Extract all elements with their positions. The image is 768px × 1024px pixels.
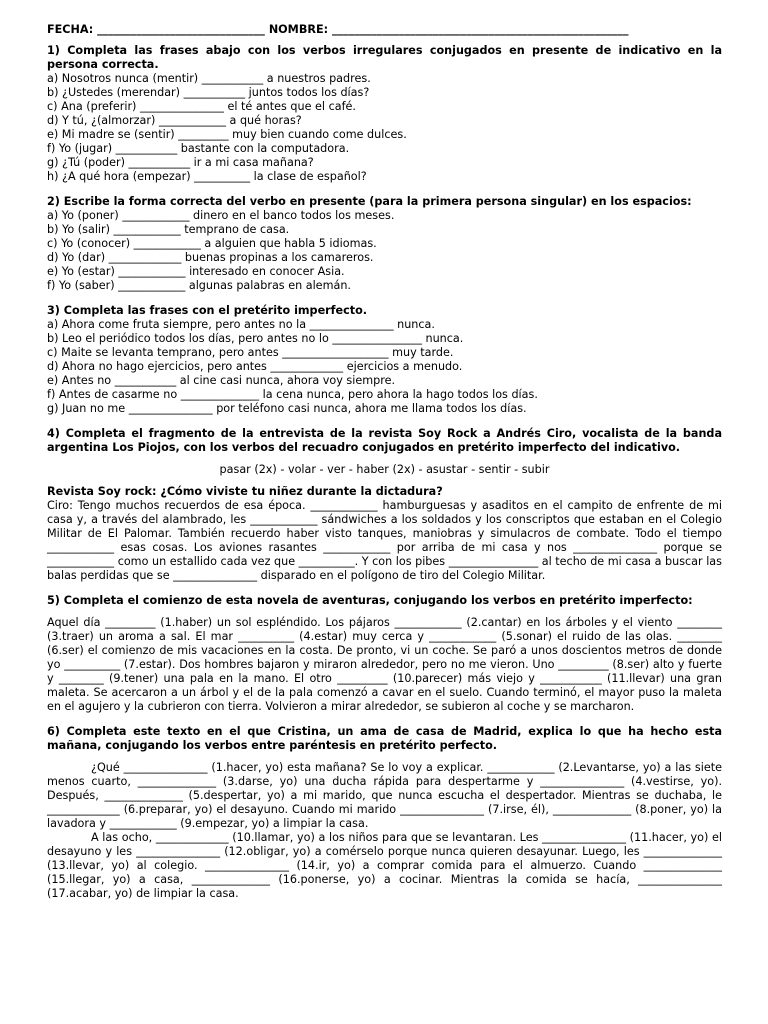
verb-box: pasar (2x) - volar - ver - haber (2x) - asustar - sentir - subir: [219, 463, 550, 476]
section-3-item-b: b) Leo el periódico todos los días, pero antes no lo ________________ nunca.: [47, 332, 464, 345]
cristina-paragraph-2: A las ocho, _____________ (10.llamar, yo) a los niños para que se levantaran. Les _______________ (11.hacer, yo) el desayuno y les _______________ (12.obligar, yo) a comérselo porque nunca quieren desayunar. Luego, les ______________ (13.llevar, yo) al colegio. _______________ (14.ir, yo) a comprar comida para el almuerzo. Cuando ______________ (15.llegar, yo) a casa, ______________ (16.ponerse, yo) a cocinar. Mientras la comida se hacía, _______________ (17.acabar, yo) de limpiar la casa.: [47, 831, 722, 900]
section-2-item-f: f) Yo (saber) ____________ algunas palabras en alemán.: [47, 279, 351, 292]
header: [47, 23, 722, 37]
section-1-item-h: h) ¿A qué hora (empezar) __________ la clase de español?: [47, 170, 367, 183]
section-4-title: 4) Completa el fragmento de la entrevista de la revista Soy Rock a Andrés Ciro, vocalista de la banda argentina Los Piojos, con los verbos del recuadro conjugados en pretérito imperfecto del indicativo.: [47, 427, 722, 454]
section-3-item-d: d) Ahora no hago ejercicios, pero antes _____________ ejercicios a menudo.: [47, 360, 463, 373]
section-1: [47, 44, 722, 184]
section-2-item-c: c) Yo (conocer) ____________ a alguien que habla 5 idiomas.: [47, 237, 377, 250]
section-5-title: 5) Completa el comienzo de esta novela de aventuras, conjugando los verbos en pretérito imperfecto:: [47, 594, 693, 607]
section-2-item-b: b) Yo (salir) ____________ temprano de casa.: [47, 223, 290, 236]
section-3-item-g: g) Juan no me _______________ por teléfono casi nunca, ahora me llama todos los días.: [47, 402, 527, 415]
fecha-field: FECHA: ______________________________: [47, 23, 265, 36]
novel-text: Aquel día _________ (1.haber) un sol espléndido. Los pájaros ____________ (2.cantar) en los árboles y el viento ________ (3.traer) un aroma a sal. El mar __________ (4.estar) muy cerca y ____________ (5.sonar) el ruido de las olas. ________ (6.ser) el comienzo de mis vacaciones en la costa. De pronto, vi un coche. Se paró a unos doscientos metros de donde yo __________ (7.estar). Dos hombres bajaron y miraron alrededor, pero no me vieron. Uno _________ (8.ser) alto y fuerte y ________ (9.tener) una pala en la mano. El otro _________ (10.parecer) más viejo y ___________ (11.llevar) una gran maleta. Se acercaron a un árbol y el de la pala comenzó a cavar en el suelo. Cuando terminó, el mayor puso la maleta en el agujero y la cubrieron con tierra. Volvieron a mirar alrededor, se subieron al coche y se marcharon.: [47, 616, 722, 713]
section-3-item-a: a) Ahora come fruta siempre, pero antes no la _______________ nunca.: [47, 318, 435, 331]
section-6-title: 6) Completa este texto en el que Cristina, un ama de casa de Madrid, explica lo que ha hecho esta mañana, conjugando los verbos entre paréntesis en pretérito perfecto.: [47, 725, 722, 752]
section-4: [47, 427, 722, 583]
interview-answer: Ciro: Tengo muchos recuerdos de esa época. ____________ hamburguesas y asaditos en el campito de enfrente de mi casa y, a través del alambrado, les ____________ sándwiches a los soldados y los conscriptos que estaban en el Colegio Militar de El Palomar. También recuerdo haber visto tanques, maniobras y simulacros de combate. Todo el tiempo ____________ esas cosas. Los aviones rasantes ____________ por arriba de mi casa y nos _______________ porque se ____________ como un estallido cada vez que __________. Y con los pibes ________________ al techo de mi casa a buscar las balas perdidas que se _______________ disparado en el polígono de tiro del Colegio Militar.: [47, 499, 722, 582]
section-1-item-d: d) Y tú, ¿(almorzar) ____________ a qué horas?: [47, 114, 302, 127]
section-6: [47, 725, 722, 901]
section-2-item-d: d) Yo (dar) _____________ buenas propinas a los camareros.: [47, 251, 374, 264]
section-3-item-c: c) Maite se levanta temprano, pero antes ___________________ muy tarde.: [47, 346, 454, 359]
section-2-title: 2) Escribe la forma correcta del verbo en presente (para la primera persona singular) en los espacios:: [47, 195, 692, 208]
nombre-field: NOMBRE: _____________________________________________________: [268, 23, 629, 36]
section-1-item-e: e) Mi madre se (sentir) _________ muy bien cuando come dulces.: [47, 128, 407, 141]
section-1-item-a: a) Nosotros nunca (mentir) ___________ a nuestros padres.: [47, 72, 371, 85]
section-1-title: 1) Completa las frases abajo con los verbos irregulares conjugados en presente de indicativo en la persona correcta.: [47, 44, 722, 71]
section-3: [47, 304, 722, 416]
interview-question: Revista Soy rock: ¿Cómo viviste tu niñez durante la dictadura?: [47, 485, 443, 498]
section-3-item-e: e) Antes no ___________ al cine casi nunca, ahora voy siempre.: [47, 374, 396, 387]
section-3-item-f: f) Antes de casarme no ______________ la cena nunca, pero ahora la hago todos los días.: [47, 388, 538, 401]
section-5: [47, 594, 722, 714]
section-2-item-a: a) Yo (poner) ____________ dinero en el banco todos los meses.: [47, 209, 395, 222]
section-1-item-b: b) ¿Ustedes (merendar) ___________ juntos todos los días?: [47, 86, 370, 99]
section-3-title: 3) Completa las frases con el pretérito imperfecto.: [47, 304, 368, 317]
section-1-item-g: g) ¿Tú (poder) ___________ ir a mi casa mañana?: [47, 156, 314, 169]
section-2: [47, 195, 722, 293]
section-1-item-c: c) Ana (preferir) _______________ el té antes que el café.: [47, 100, 356, 113]
section-2-item-e: e) Yo (estar) ____________ interesado en conocer Asia.: [47, 265, 345, 278]
worksheet: [47, 23, 722, 912]
cristina-paragraph-1: ¿Qué _______________ (1.hacer, yo) esta mañana? Se lo voy a explicar. ____________ (2.Levantarse, yo) a las siete menos cuarto, ______________ (3.darse, yo) una ducha rápida para despertarme y _______________ (4.vestirse, yo). Después, ______________ (5.despertar, yo) a mi marido, que nunca escucha el despertador. Mientras se duchaba, le _____________ (6.preparar, yo) el desayuno. Cuando mi marido _______________ (7.irse, él), ______________ (8.poner, yo) la lavadora y ____________ (9.empezar, yo) a limpiar la casa.: [47, 761, 722, 830]
section-1-item-f: f) Yo (jugar) ___________ bastante con la computadora.: [47, 142, 350, 155]
